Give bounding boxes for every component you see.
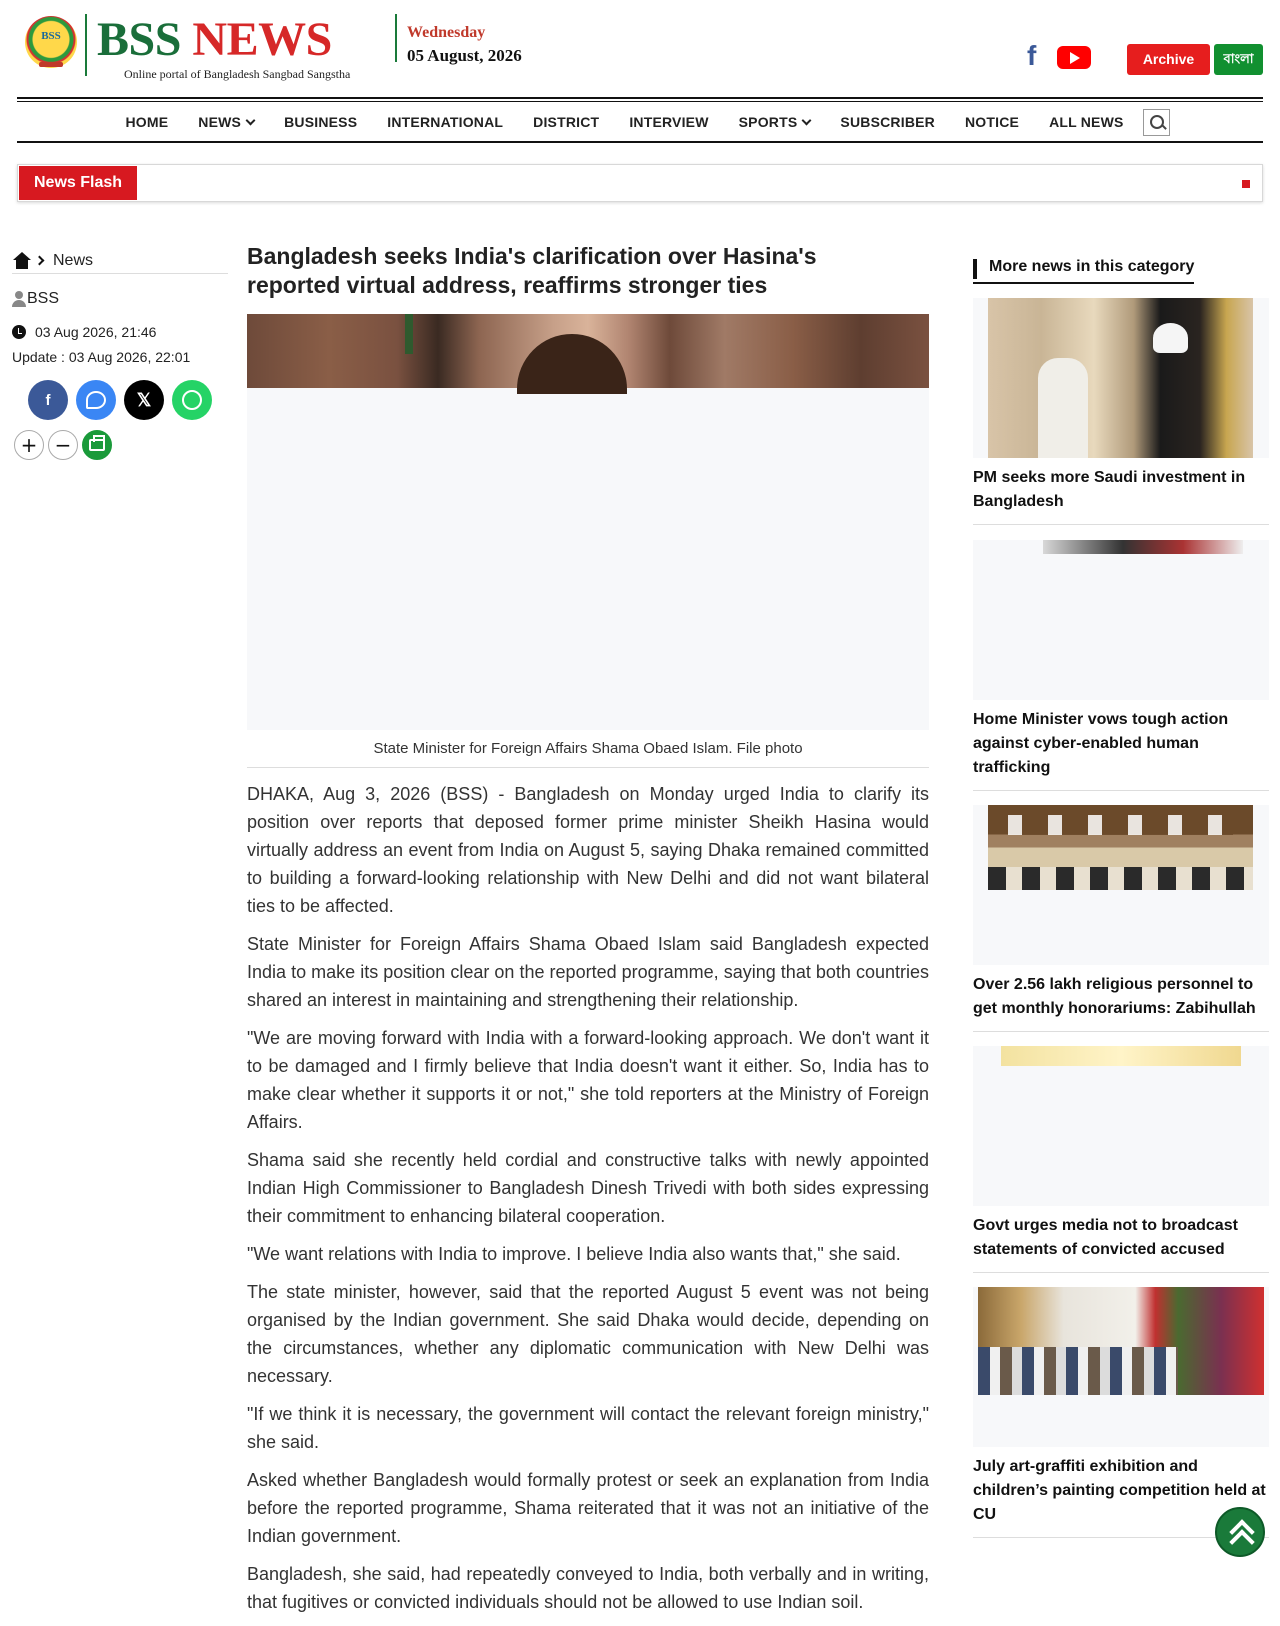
related-news-photo — [1043, 540, 1243, 554]
nav-border-top-thin — [17, 101, 1263, 102]
whatsapp-share-icon[interactable] — [172, 380, 212, 420]
text-tools — [14, 430, 112, 460]
related-news-title[interactable]: Home Minister vows tough action against cyber-enabled human trafficking — [973, 711, 1229, 776]
nav-news-label: NEWS — [198, 114, 242, 130]
increase-font-button[interactable]: + — [14, 430, 44, 460]
nav-business[interactable]: BUSINESS — [284, 114, 358, 130]
home-icon[interactable] — [12, 252, 32, 270]
article-paragraph: Asked whether Bangladesh would formally protest or seek an explanation from India before the reported programme, Shama reiterated that it was not an initiative of the Indian government. — [247, 1470, 929, 1546]
article-paragraph: The state minister, however, said that the reported August 5 event was not being organised by the Indian government. She said Dhaka would decide, depending on the circumstances, whether any diplomatic communication with New Delhi was necessary. — [247, 1282, 929, 1386]
article-paragraph: DHAKA, Aug 3, 2026 (BSS) - Bangladesh on Monday urged India to clarify its position over reports that deposed former prime minister Sheikh Hasina would virtually address an event from India on August 5, saying Dhaka remained committed to building a forward-looking relationship with New Delhi and did not want bilateral ties to be affected. — [247, 784, 929, 916]
article-headline: Bangladesh seeks India's clarification over Hasina's reported virtual address, reaffirms stronger ties — [247, 243, 817, 298]
nav-border-top — [17, 97, 1263, 99]
news-flash-ticker — [17, 164, 1263, 202]
date-divider — [395, 14, 397, 62]
chevron-down-icon — [246, 115, 256, 125]
related-news-card[interactable] — [973, 540, 1269, 791]
related-news-card[interactable] — [973, 805, 1269, 1032]
published-time-text: 03 Aug 2026, 21:46 — [35, 324, 157, 340]
breadcrumb — [12, 248, 228, 274]
messenger-share-icon[interactable] — [76, 380, 116, 420]
related-news-image[interactable] — [973, 805, 1269, 965]
updated-time: Update : 03 Aug 2026, 22:01 — [12, 349, 191, 365]
emblem-text: BSS — [41, 30, 61, 42]
messenger-glyph — [86, 391, 106, 409]
author — [12, 290, 59, 308]
clock-icon — [12, 325, 26, 339]
published-time — [12, 324, 156, 340]
print-icon[interactable] — [82, 430, 112, 460]
related-news-photo — [988, 805, 1253, 890]
logo-subtitle: Online portal of Bangladesh Sangbad Sangstha — [124, 67, 351, 81]
logo-divider — [85, 14, 87, 76]
nav-district[interactable]: DISTRICT — [533, 114, 600, 130]
related-news-card[interactable] — [973, 1287, 1269, 1538]
image-caption: State Minister for Foreign Affairs Shama Obaed Islam. File photo — [247, 740, 929, 768]
nav-notice[interactable]: NOTICE — [964, 114, 1020, 130]
facebook-icon[interactable]: f — [1027, 40, 1037, 71]
logo-bss: BSS — [97, 13, 181, 66]
article-paragraph: "If we think it is necessary, the government will contact the relevant foreign ministry," she said. — [247, 1404, 929, 1452]
x-share-icon[interactable]: 𝕏 — [124, 380, 164, 420]
site-logo[interactable] — [97, 14, 332, 66]
scroll-to-top-icon[interactable] — [1215, 1507, 1265, 1557]
related-news-title[interactable]: Over 2.56 lakh religious personnel to get monthly honorariums: Zabihullah — [973, 976, 1256, 1017]
more-news-heading-text: More news in this category — [989, 258, 1195, 275]
related-news-card[interactable] — [973, 298, 1269, 525]
related-news-title[interactable]: July art-graffiti exhibition and children’s painting competition held at CU — [973, 1458, 1266, 1523]
nav-news[interactable] — [183, 114, 269, 130]
bss-emblem-logo[interactable] — [25, 16, 77, 68]
article-paragraph: "We are moving forward with India with a forward-looking approach. We don't want it to be damaged and I firmly believe that India doesn't want it either. So, India has to make clear whether it supports it or not," she told reporters at the Ministry of Foreign Affairs. — [247, 1028, 929, 1132]
breadcrumb-news[interactable]: News — [53, 251, 94, 269]
current-day: Wednesday — [407, 24, 486, 41]
logo-news: NEWS — [192, 13, 332, 66]
news-flash-label: News Flash — [19, 166, 137, 200]
whatsapp-glyph — [182, 390, 202, 410]
printer-glyph — [89, 439, 105, 451]
current-date: 05 August, 2026 — [407, 46, 522, 65]
related-news-card[interactable] — [973, 1046, 1269, 1273]
facebook-share-icon[interactable]: f — [28, 380, 68, 420]
chevron-right-icon — [35, 256, 45, 266]
nav-home[interactable]: HOME — [125, 114, 169, 130]
related-news-image[interactable] — [973, 1046, 1269, 1206]
article-paragraph: State Minister for Foreign Affairs Shama Obaed Islam said Bangladesh expected India to make its position clear on the reported programme, saying that both countries shared an interest in maintaining and strengthening their relationship. — [247, 934, 929, 1010]
ticker-dot-icon — [1242, 180, 1250, 188]
article-hero-image — [247, 314, 929, 730]
related-news-photo — [988, 298, 1253, 458]
related-news-photo — [978, 1287, 1264, 1395]
more-news-heading — [973, 258, 1194, 284]
archive-button[interactable]: Archive — [1127, 44, 1210, 75]
related-news-title[interactable]: Govt urges media not to broadcast statements of convicted accused — [973, 1217, 1238, 1258]
nav-international[interactable]: INTERNATIONAL — [387, 114, 504, 130]
hero-photo — [247, 314, 929, 388]
share-buttons — [28, 380, 212, 420]
related-news-photo — [1001, 1046, 1241, 1066]
main-nav — [17, 104, 1263, 140]
nav-sports[interactable] — [724, 114, 826, 130]
author-name: BSS — [27, 290, 60, 307]
article-body — [247, 780, 929, 1626]
nav-sports-label: SPORTS — [738, 114, 798, 130]
nav-border-bottom — [17, 141, 1263, 143]
related-news-title[interactable]: PM seeks more Saudi investment in Bangladesh — [973, 469, 1246, 510]
decrease-font-button[interactable]: − — [48, 430, 78, 460]
nav-subscriber[interactable]: SUBSCRIBER — [840, 114, 935, 130]
related-news-image[interactable] — [973, 1287, 1269, 1447]
related-news-image[interactable] — [973, 298, 1269, 458]
bangla-language-button[interactable]: বাংলা — [1214, 44, 1263, 75]
related-news-image[interactable] — [973, 540, 1269, 700]
user-icon — [12, 291, 26, 307]
site-header — [17, 14, 1263, 94]
article-paragraph: "We want relations with India to improve. I believe India also wants that," she said. — [247, 1244, 901, 1264]
article-paragraph: Shama said she recently held cordial and constructive talks with newly appointed Indian High Commissioner to Bangladesh Dinesh Trivedi with both sides expressing their commitment to enhancing bilateral cooperation. — [247, 1150, 929, 1226]
search-icon[interactable] — [1143, 109, 1170, 136]
nav-interview[interactable]: INTERVIEW — [629, 114, 709, 130]
chevron-down-icon — [802, 115, 812, 125]
youtube-icon[interactable] — [1057, 46, 1091, 69]
article-paragraph: Bangladesh, she said, had repeatedly conveyed to India, both verbally and in writing, that fugitives or convicted individuals should not be allowed to use Indian soil. — [247, 1564, 929, 1612]
nav-all-news[interactable]: ALL NEWS — [1049, 114, 1124, 130]
